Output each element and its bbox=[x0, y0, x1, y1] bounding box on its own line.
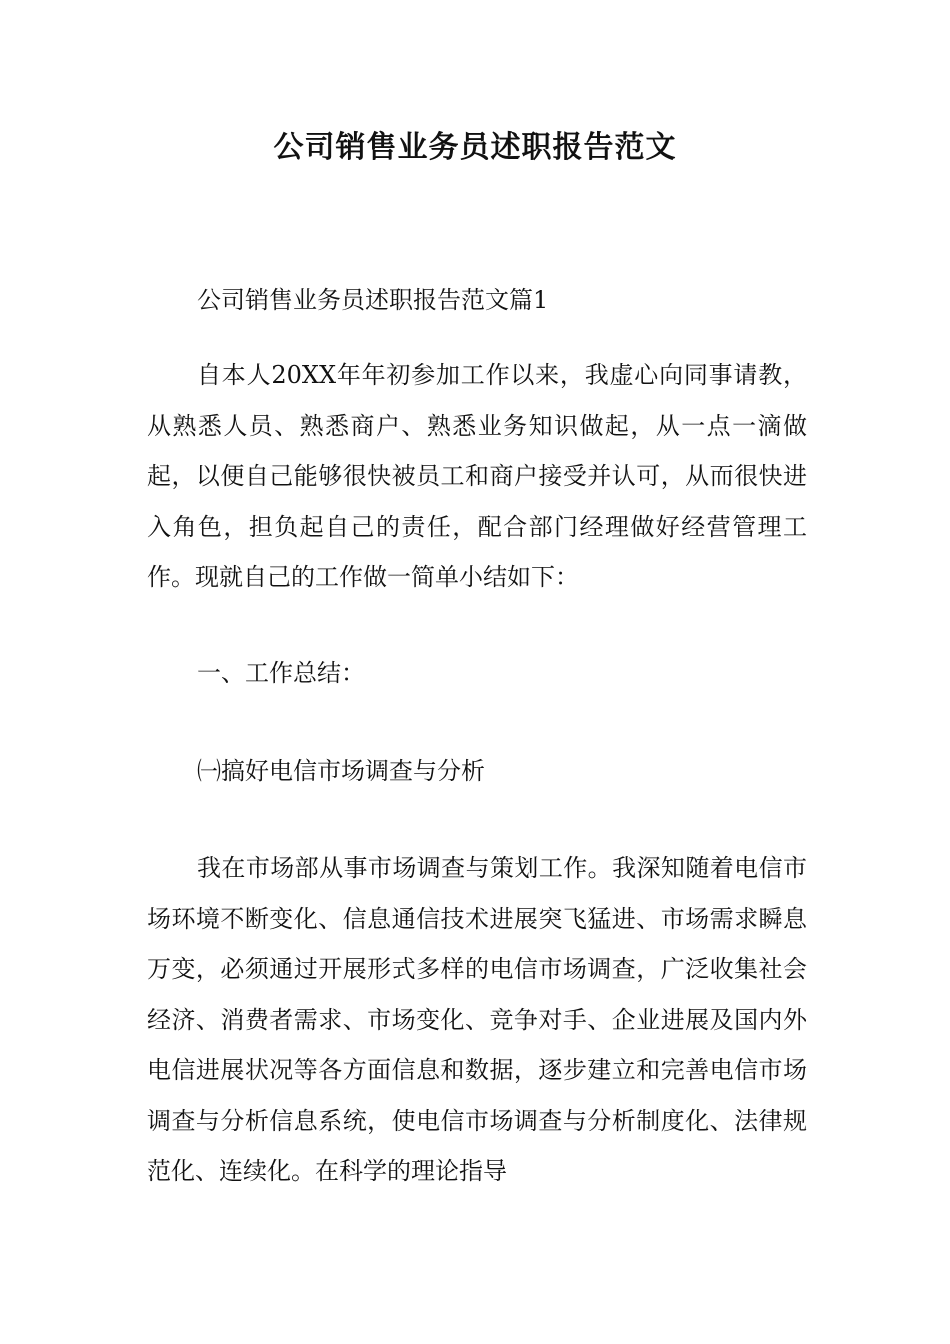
heading-work-summary: 一、工作总结： bbox=[197, 659, 365, 687]
section-heading: 公司销售业务员述职报告范文篇1 bbox=[197, 286, 549, 314]
paragraph-intro: 自本人20XX年年初参加工作以来，我虚心向同事请教，从熟悉人员、熟悉商户、熟悉业务知识做起，从一点一滴做起，以便自己能够很快被员工和商户接受并认可，从而很快进入角色，担负起自己的责任，配合部门经理做好经营管理工作。现就自己的工作做一简单小结如下： bbox=[147, 361, 807, 591]
paragraph-market-research: 我在市场部从事市场调查与策划工作。我深知随着电信市场环境不断变化、信息通信技术进展突飞猛进、市场需求瞬息万变，必须通过开展形式多样的电信市场调查，广泛收集社会经济、消费者需求、市场变化、竞争对手、企业进展及国内外电信进展状况等各方面信息和数据，逐步建立和完善电信市场调查与分析信息系统，使电信市场调查与分析制度化、法律规范化、连续化。在科学的理论指导 bbox=[147, 854, 807, 1185]
document-title: 公司销售业务员述职报告范文 bbox=[273, 130, 677, 165]
heading-market-research: ㈠搞好电信市场调查与分析 bbox=[197, 757, 485, 785]
